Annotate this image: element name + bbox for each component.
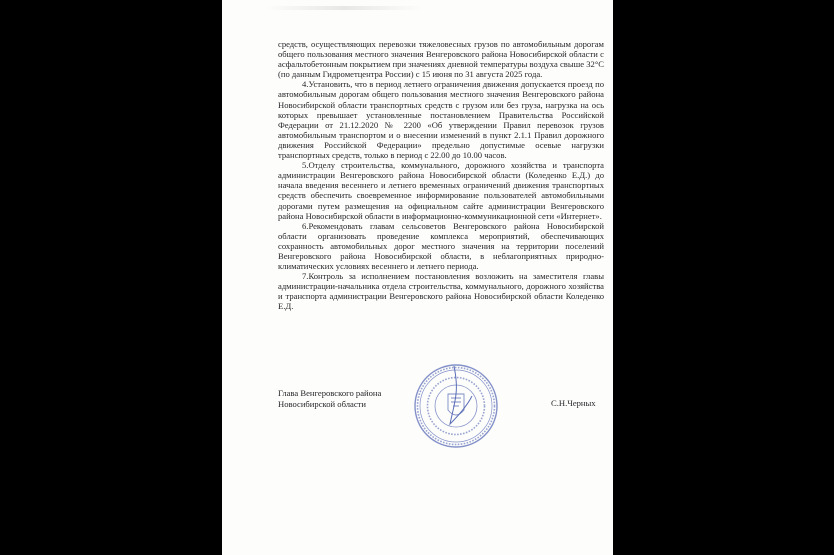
document-page <box>222 0 613 555</box>
signatory-position-line-1: Глава Венгеровского района <box>278 388 382 398</box>
document-body <box>278 39 604 312</box>
signatory-position-line-2: Новосибирской области <box>278 398 367 409</box>
signatory-name: С.Н.Черных <box>551 398 596 408</box>
paragraph-5: 5.Отделу строительства, коммунального, дорожного хозяйства и транспорта администрации Венгеровского района Новосибирской области (Коледенко Е.Д.) до начала введения весеннего и летнего временных ограничений движения транспортных средств обеспечить своевременное информирование пользователей автомобильными дорогами путем размещения на официальном сайте администрации Венгеровского района Новосибирской области в информационно-коммуникационной сети «Интернет». <box>278 160 604 221</box>
paragraph-6: 6.Рекомендовать главам сельсоветов Венгеровского района Новосибирской области организовать проведение комплекса мероприятий, обеспечивающих сохранность автомобильных дорог местного значения на территории поселений Венгеровского района Новосибирской области, в неблагоприятных природно-климатических условиях весеннего и летнего периода. <box>278 220 604 272</box>
scan-artifact <box>266 6 422 10</box>
official-seal-stamp <box>410 360 502 452</box>
paragraph-3-continuation: средств, осуществляющих перевозки тяжеловесных грузов по автомобильным дорогам общего пользования местного значения Венгеровского района Новосибирской области с асфальтобетонным покрытием при значениях дневной температуры воздуха свыше 32°С (по данным Гидрометцентра России) с 15 июня по 31 августа 2025 года. <box>278 39 604 80</box>
signatory-position <box>278 388 381 409</box>
paragraph-7: 7.Контроль за исполнением постановления возложить на заместителя главы администрации-начальника отдела строительства, коммунального, дорожного хозяйства и транспорта администрации Венгеровского района Новосибирской области Коледенко Е.Д. <box>278 271 604 312</box>
paragraph-4: 4.Установить, что в период летнего ограничения движения допускается проезд по автомобильным дорогам общего пользования местного значения Венгеровского района Новосибирской области транспортных средств с грузом или без груза, нагрузка на ось которых превышает установленные постановлением Правительства Российской Федерации от 21.12.2020 № 2200 «Об утверждении Правил перевозок грузов автомобильным транспортом и о внесении изменений в пункт 2.1.1 Правил дорожного движения Российской Федерации» предельно допустимые осевые нагрузки транспортных средств, только в период с 22.00 до 10.00 часов. <box>278 79 604 161</box>
